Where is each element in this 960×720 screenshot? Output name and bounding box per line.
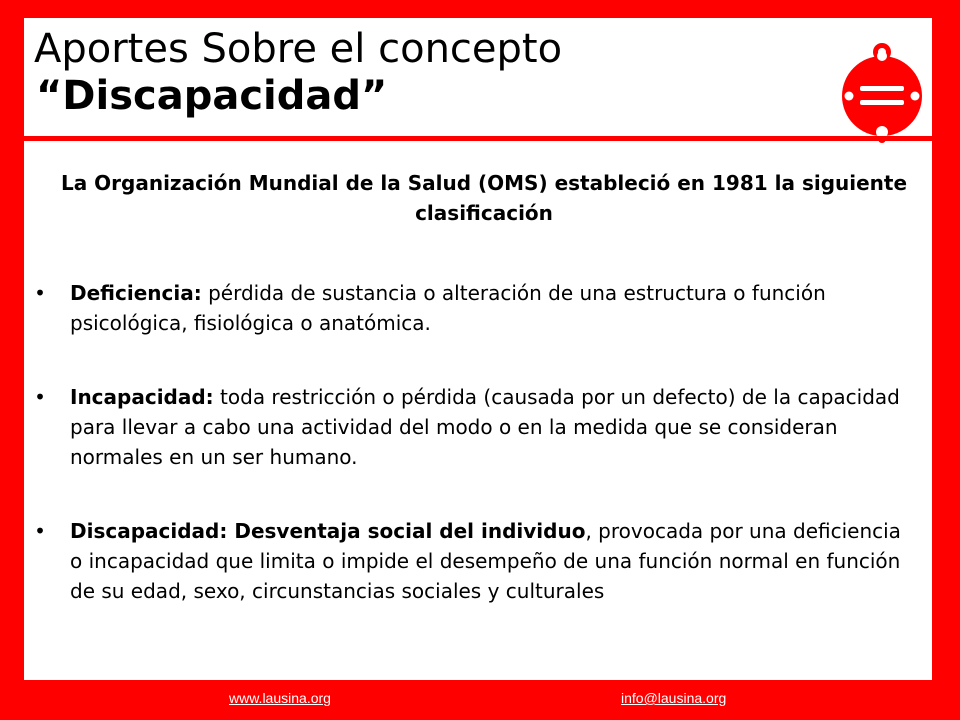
slide-title bbox=[34, 26, 814, 120]
footer bbox=[0, 690, 960, 714]
bullet-dot: • bbox=[34, 385, 46, 409]
bullet-text: , provocada por una deficiencia o incapacidad que limita o impide el desempeño de una función normal en función de su edad, sexo, circunstancias sociales y culturales bbox=[70, 519, 901, 603]
slide-content bbox=[24, 18, 932, 680]
bullet-emphasis: Desventaja social del individuo bbox=[227, 519, 586, 543]
bullet-term: Incapacidad: bbox=[70, 385, 214, 409]
bullet-term: Discapacidad: bbox=[70, 519, 228, 543]
bullet-text: toda restricción o pérdida (causada por un defecto) de la capacidad para llevar a cabo una actividad del modo o en la medida que se consideran normales en un ser humano. bbox=[70, 385, 900, 469]
bullet-list bbox=[24, 278, 932, 606]
intro-text: La Organización Mundial de la Salud (OMS) estableció en 1981 la siguiente clasificación bbox=[60, 171, 908, 225]
lausina-logo-icon bbox=[836, 40, 928, 144]
bullet-dot: • bbox=[34, 281, 46, 305]
bullet-text: pérdida de sustancia o alteración de una estructura o función psicológica, fisiológica o anatómica. bbox=[70, 281, 826, 335]
bullet-item bbox=[24, 278, 932, 338]
title-divider bbox=[24, 136, 932, 141]
website-link[interactable]: www.lausina.org bbox=[229, 690, 331, 706]
title-line-2: “Discapacidad” bbox=[36, 73, 388, 119]
email-link[interactable]: info@lausina.org bbox=[621, 690, 727, 706]
bullet-dot: • bbox=[34, 519, 46, 543]
title-line-1: Aportes Sobre el concepto bbox=[34, 26, 563, 72]
bullet-item bbox=[24, 382, 932, 472]
bullet-term: Deficiencia: bbox=[70, 281, 202, 305]
bullet-item bbox=[24, 516, 932, 606]
